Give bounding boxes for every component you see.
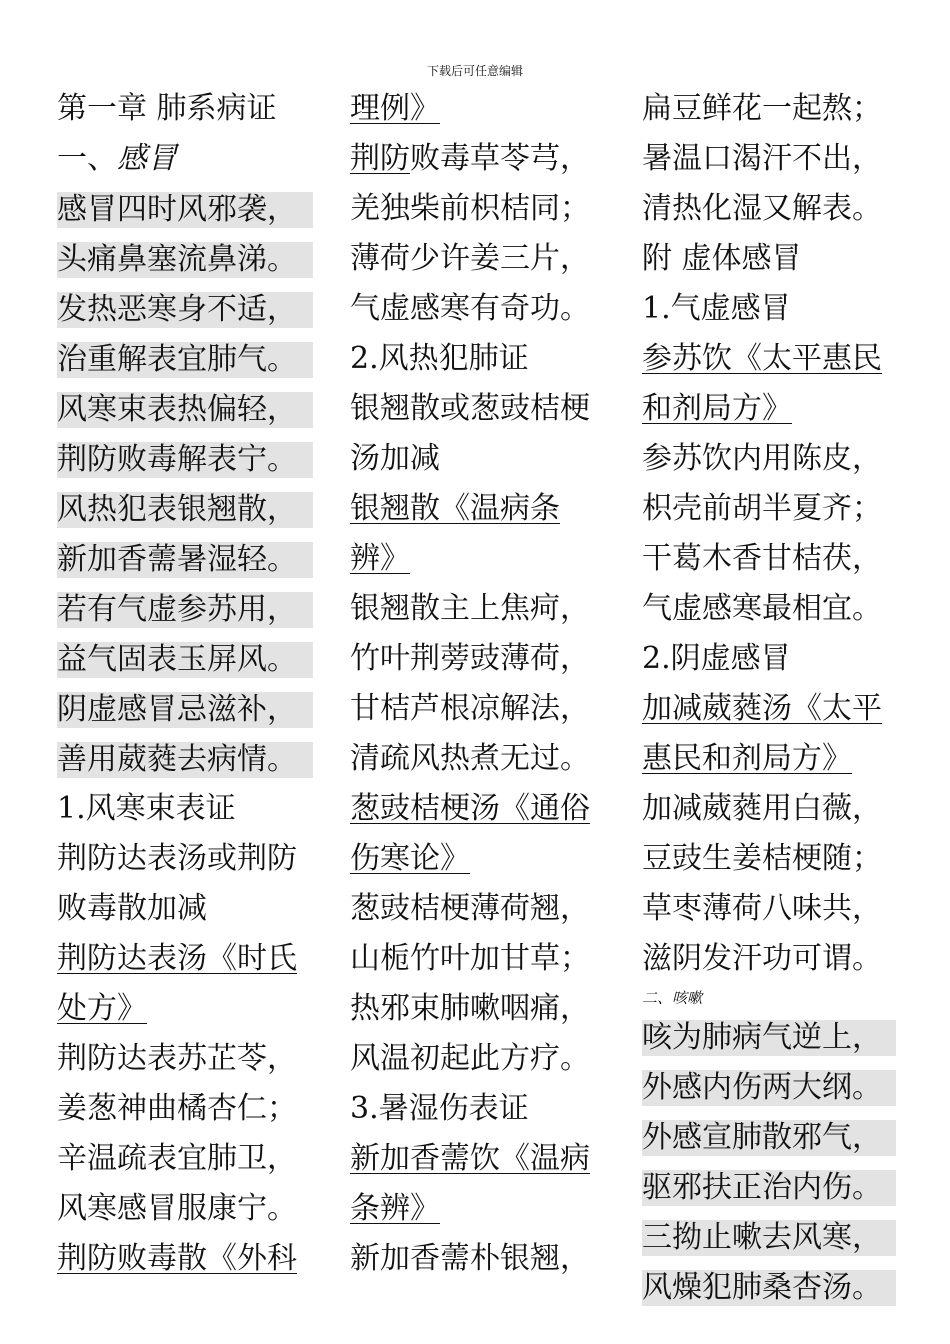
- highlighted-text: 风寒束表热偏轻，: [57, 392, 313, 428]
- verse-line: [642, 1012, 902, 1062]
- verse-line: [350, 784, 635, 834]
- verse-line: [57, 734, 337, 784]
- verse-line: [57, 484, 337, 534]
- verse-line: [642, 1112, 902, 1162]
- highlighted-text: 风热犯表银翘散，: [57, 492, 313, 528]
- verse-line: [642, 384, 902, 434]
- verse-line: [57, 634, 337, 684]
- line-text: 葱豉桔梗薄荷翘，: [350, 891, 590, 926]
- line-text: 清热化湿又解表。: [642, 191, 882, 226]
- verse-line: [350, 484, 635, 534]
- citation-text: 理例》: [350, 91, 440, 126]
- line-text: 新加香薷朴银翘，: [350, 1241, 590, 1276]
- citation-text: 处方》: [57, 991, 147, 1026]
- highlighted-text: 头痛鼻塞流鼻涕。: [57, 242, 313, 278]
- highlighted-text: 善用葳蕤去病情。: [57, 742, 313, 778]
- verse-line: [642, 1062, 902, 1112]
- citation-text: 荆防: [350, 141, 410, 176]
- verse-line: [57, 1184, 337, 1234]
- section-heading: 二、咳嗽: [642, 989, 703, 1007]
- verse-line: [642, 84, 902, 134]
- line-text: 1.风寒束表证: [57, 791, 236, 826]
- page-header: 下载后可任意编辑: [426, 64, 523, 78]
- verse-line: [642, 434, 902, 484]
- line-text: 第一章 肺系病证: [57, 91, 277, 126]
- verse-line: [642, 234, 902, 284]
- section-number: 一、: [57, 141, 117, 176]
- line-text: 辛温疏表宜肺卫，: [57, 1141, 297, 1176]
- highlighted-text: 三拗止嗽去风寒，: [642, 1220, 896, 1256]
- line-text: 姜葱神曲橘杏仁；: [57, 1091, 297, 1126]
- verse-line: [642, 684, 902, 734]
- line-text: 豆豉生姜桔梗随；: [642, 841, 882, 876]
- verse-line: [642, 534, 902, 584]
- verse-line: [57, 784, 337, 834]
- verse-line: [57, 84, 337, 134]
- line-text: 暑温口渴汗不出，: [642, 141, 882, 176]
- verse-line: [350, 434, 635, 484]
- verse-line: [642, 734, 902, 784]
- line-text: 3.暑湿伤表证: [350, 1091, 529, 1126]
- verse-line: [350, 584, 635, 634]
- verse-line: [57, 584, 337, 634]
- verse-line: [642, 1262, 902, 1312]
- line-text: 加减葳蕤用白薇，: [642, 791, 882, 826]
- highlighted-text: 驱邪扶正治内伤。: [642, 1170, 896, 1206]
- verse-line: [57, 134, 337, 184]
- verse-line: [57, 434, 337, 484]
- verse-line: [57, 234, 337, 284]
- line-text: 羌独柴前枳桔同；: [350, 191, 590, 226]
- line-text: 风寒感冒服康宁。: [57, 1191, 297, 1226]
- citation-text: 加减葳蕤汤《太平: [642, 691, 882, 726]
- citation-text: 和剂局方》: [642, 391, 792, 426]
- verse-line: [642, 134, 902, 184]
- verse-line: [57, 1234, 337, 1284]
- line-text: 热邪束肺嗽咽痛，: [350, 991, 590, 1026]
- verse-line: [350, 1184, 635, 1234]
- line-text: 清疏风热煮无过。: [350, 741, 590, 776]
- highlighted-text: 治重解表宜肺气。: [57, 342, 313, 378]
- line-text: 2.风热犯肺证: [350, 341, 529, 376]
- line-text: 荆防达表汤或荆防: [57, 841, 297, 876]
- verse-line: [350, 1234, 635, 1284]
- citation-text: 惠民和剂局方》: [642, 741, 852, 776]
- line-text: 1.气虚感冒: [642, 291, 791, 326]
- verse-line: [350, 384, 635, 434]
- column-1: [57, 84, 337, 1284]
- line-text: 扁豆鲜花一起熬；: [642, 91, 882, 126]
- line-text: 干葛木香甘桔茯，: [642, 541, 882, 576]
- verse-line: [57, 534, 337, 584]
- verse-line: [350, 184, 635, 234]
- line-text: 草枣薄荷八味共，: [642, 891, 882, 926]
- line-text: 气虚感寒最相宜。: [642, 591, 882, 626]
- highlighted-text: 外感宣肺散邪气，: [642, 1120, 896, 1156]
- highlighted-text: 外感内伤两大纲。: [642, 1070, 896, 1106]
- column-3: [642, 84, 902, 1312]
- verse-line: [350, 284, 635, 334]
- line-text: 败毒散加减: [57, 891, 207, 926]
- line-text: 滋阴发汗功可谓。: [642, 941, 882, 976]
- verse-line: [57, 934, 337, 984]
- verse-line: [350, 134, 635, 184]
- line-text: 参苏饮内用陈皮，: [642, 441, 882, 476]
- line-text: 枳壳前胡半夏齐；: [642, 491, 882, 526]
- verse-line: [350, 1134, 635, 1184]
- verse-line: [57, 284, 337, 334]
- verse-line: [57, 384, 337, 434]
- highlighted-text: 益气固表玉屏风。: [57, 642, 313, 678]
- verse-line: [642, 984, 902, 1012]
- verse-line: [350, 634, 635, 684]
- verse-line: [350, 534, 635, 584]
- verse-line: [57, 884, 337, 934]
- line-text: 山栀竹叶加甘草；: [350, 941, 590, 976]
- citation-text: 辨》: [350, 541, 410, 576]
- verse-line: [642, 634, 902, 684]
- verse-line: [350, 734, 635, 784]
- highlighted-text: 咳为肺病气逆上，: [642, 1020, 896, 1056]
- line-text: 风温初起此方疗。: [350, 1041, 590, 1076]
- citation-text: 荆防达表汤《时氏: [57, 941, 297, 976]
- line-text: 荆防达表苏芷苓，: [57, 1041, 297, 1076]
- line-text: 甘桔芦根凉解法，: [350, 691, 590, 726]
- citation-text: 葱豉桔梗汤《通俗: [350, 791, 590, 826]
- verse-line: [350, 684, 635, 734]
- verse-line: [350, 234, 635, 284]
- line-text: 汤加减: [350, 441, 440, 476]
- column-2: [350, 84, 635, 1284]
- citation-text: 荆防败毒散《外科: [57, 1241, 297, 1276]
- citation-text: 条辨》: [350, 1191, 440, 1226]
- highlighted-text: 风燥犯肺桑杏汤。: [642, 1270, 896, 1306]
- highlighted-text: 感冒四时风邪袭，: [57, 192, 313, 228]
- verse-line: [57, 1034, 337, 1084]
- line-text: 败毒草苓芎，: [410, 141, 590, 176]
- line-text: 2.阴虚感冒: [642, 641, 791, 676]
- verse-line: [642, 484, 902, 534]
- verse-line: [642, 584, 902, 634]
- verse-line: [57, 334, 337, 384]
- line-text: 银翘散或葱豉桔梗: [350, 391, 590, 426]
- verse-line: [642, 1212, 902, 1262]
- verse-line: [350, 934, 635, 984]
- highlighted-text: 发热恶寒身不适，: [57, 292, 313, 328]
- verse-line: [642, 334, 902, 384]
- verse-line: [350, 1034, 635, 1084]
- verse-line: [57, 184, 337, 234]
- citation-text: 银翘散《温病条: [350, 491, 560, 526]
- verse-line: [57, 1134, 337, 1184]
- verse-line: [642, 784, 902, 834]
- verse-line: [57, 684, 337, 734]
- citation-text: 新加香薷饮《温病: [350, 1141, 590, 1176]
- line-text: 竹叶荆蒡豉薄荷，: [350, 641, 590, 676]
- verse-line: [57, 984, 337, 1034]
- verse-line: [642, 934, 902, 984]
- line-text: 附 虚体感冒: [642, 241, 802, 276]
- verse-line: [350, 984, 635, 1034]
- line-text: 银翘散主上焦疴，: [350, 591, 590, 626]
- highlighted-text: 若有气虚参苏用，: [57, 592, 313, 628]
- verse-line: [350, 834, 635, 884]
- verse-line: [350, 884, 635, 934]
- verse-line: [642, 834, 902, 884]
- verse-line: [350, 1084, 635, 1134]
- verse-line: [642, 884, 902, 934]
- verse-line: [642, 284, 902, 334]
- highlighted-text: 新加香薷暑湿轻。: [57, 542, 313, 578]
- highlighted-text: 阴虚感冒忌滋补，: [57, 692, 313, 728]
- citation-text: 伤寒论》: [350, 841, 470, 876]
- verse-line: [350, 334, 635, 384]
- verse-line: [350, 84, 635, 134]
- citation-text: 参苏饮《太平惠民: [642, 341, 882, 376]
- line-text: 薄荷少许姜三片，: [350, 241, 590, 276]
- line-text: 气虚感寒有奇功。: [350, 291, 590, 326]
- section-title: 感冒: [117, 141, 177, 176]
- verse-line: [57, 1084, 337, 1134]
- highlighted-text: 荆防败毒解表宁。: [57, 442, 313, 478]
- verse-line: [642, 184, 902, 234]
- verse-line: [57, 834, 337, 884]
- verse-line: [642, 1162, 902, 1212]
